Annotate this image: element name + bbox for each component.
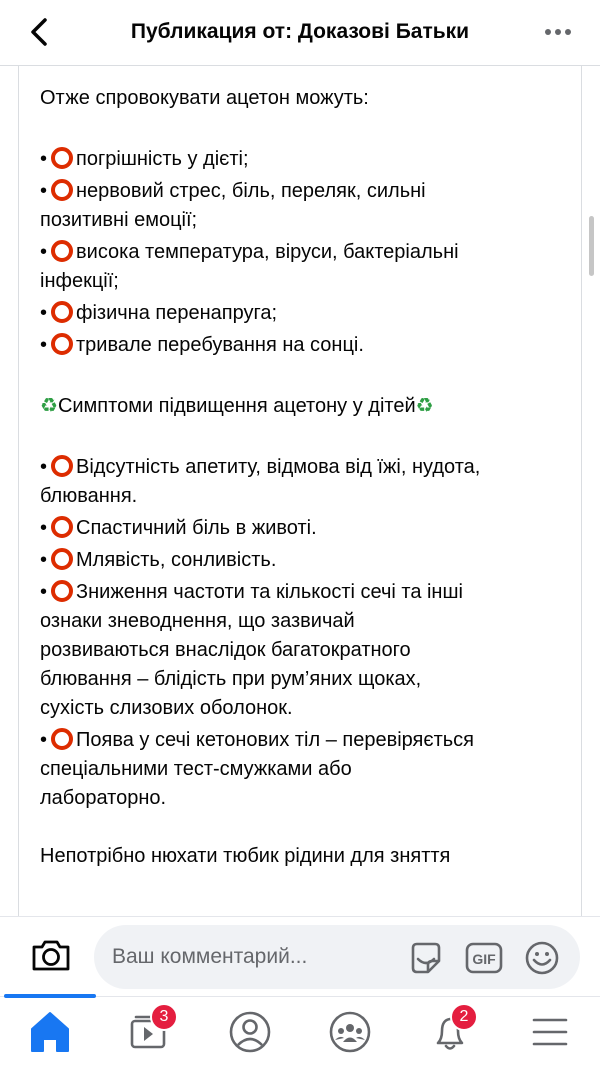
- bottom-navigation: [0, 996, 600, 1066]
- emoji-button[interactable]: [522, 939, 562, 977]
- list-item-text: висока температура, віруси, бактеріальні: [76, 241, 459, 263]
- list-item: [40, 238, 565, 296]
- list-item: [40, 145, 565, 174]
- list-item-text: розвиваються внаслідок багатократного: [40, 639, 411, 661]
- red-circle-icon: [51, 548, 73, 570]
- red-circle-icon: [51, 301, 73, 323]
- list-item: [40, 453, 565, 511]
- list-item-text: Млявість, сонливість.: [76, 549, 277, 571]
- menu-icon: [520, 1007, 580, 1057]
- red-circle-icon: [51, 147, 73, 169]
- bullet: •: [40, 456, 48, 478]
- list-item: [40, 546, 565, 575]
- bullet: •: [40, 302, 48, 324]
- red-circle-icon: [51, 455, 73, 477]
- red-circle-icon: [51, 580, 73, 602]
- list-item-text: Відсутність апетиту, відмова від їжі, нудота,: [76, 456, 481, 478]
- active-tab-indicator: [4, 994, 96, 998]
- tab-profile[interactable]: [220, 1007, 280, 1057]
- more-options-button[interactable]: [538, 18, 578, 46]
- recycle-icon: ♻: [415, 395, 434, 417]
- scrollbar[interactable]: [589, 216, 594, 276]
- list-item-text: погрішність у дієті;: [76, 148, 249, 170]
- camera-icon: [30, 936, 72, 974]
- list-item: [40, 177, 565, 235]
- list-item-text: ознаки зневоднення, що зазвичай: [40, 610, 355, 632]
- bullet: •: [40, 334, 48, 356]
- list-item-text: спеціальними тест-смужками або: [40, 758, 352, 780]
- tab-video[interactable]: [120, 1007, 180, 1057]
- list-item-text: блювання – блідість при рум’яних щоках,: [40, 668, 422, 690]
- list-item-text: Спастичний біль в животі.: [76, 517, 317, 539]
- more-dots-icon: [538, 18, 578, 46]
- notifications-badge: 2: [450, 1003, 478, 1031]
- list-item: [40, 299, 565, 328]
- back-arrow-icon: [22, 14, 58, 50]
- recycle-icon: ♻: [40, 395, 58, 417]
- bullet: •: [40, 148, 48, 170]
- bullet: •: [40, 241, 48, 263]
- red-circle-icon: [51, 728, 73, 750]
- red-circle-icon: [51, 516, 73, 538]
- list-item: [40, 331, 565, 360]
- profile-icon: [220, 1007, 280, 1057]
- list-item-text: блювання.: [40, 485, 138, 507]
- sticker-icon: [406, 939, 446, 977]
- bullet: •: [40, 517, 48, 539]
- tab-home[interactable]: [20, 1007, 80, 1057]
- back-button[interactable]: [22, 14, 58, 50]
- symptoms-heading: [40, 392, 565, 421]
- list-item-text: фізична перенапруга;: [76, 302, 278, 324]
- tab-notifications[interactable]: [420, 1007, 480, 1057]
- comment-bar: [0, 916, 600, 996]
- tab-menu[interactable]: [520, 1007, 580, 1057]
- symptoms-heading-text: Симптоми підвищення ацетону у дітей: [57, 395, 416, 417]
- bullet: •: [40, 729, 48, 751]
- bullet: •: [40, 180, 48, 202]
- page-title: Публикация от: Доказові Батьки: [130, 20, 470, 43]
- list-item-text: тривале перебування на сонці.: [76, 334, 364, 356]
- tab-groups[interactable]: [320, 1007, 380, 1057]
- comment-field[interactable]: [94, 925, 580, 989]
- smiley-icon: [522, 939, 562, 977]
- sticker-button[interactable]: [406, 939, 446, 977]
- gif-icon: [464, 939, 504, 977]
- red-circle-icon: [51, 240, 73, 262]
- list-item-text: нервовий стрес, біль, переляк, сильні: [76, 180, 426, 202]
- list-item-text: лабораторно.: [40, 787, 167, 809]
- list-item-text: позитивні емоції;: [40, 209, 198, 231]
- video-badge: 3: [150, 1003, 178, 1031]
- post-card: [18, 66, 582, 916]
- list-item-text: Поява у сечі кетонових тіл – перевіряється: [76, 729, 474, 751]
- groups-icon: [320, 1007, 380, 1057]
- list-item: [40, 726, 565, 813]
- top-bar: [0, 0, 600, 66]
- post-cut-line: Непотрібно нюхати тюбик рідини для зняття: [40, 845, 451, 867]
- list-item-text: сухість слизових оболонок.: [40, 697, 293, 719]
- list-item-text: Зниження частоти та кількості сечі та інші: [76, 581, 463, 603]
- comment-input[interactable]: [112, 937, 402, 977]
- post-intro: Отже спровокувати ацетон можуть:: [40, 87, 369, 109]
- post-text: [40, 84, 565, 871]
- home-icon: [20, 1007, 80, 1057]
- svg-text:GIF: GIF: [472, 951, 496, 967]
- gif-button[interactable]: [464, 939, 504, 977]
- list-item-text: інфекції;: [40, 270, 119, 292]
- bullet: •: [40, 581, 48, 603]
- red-circle-icon: [51, 333, 73, 355]
- list-item: [40, 578, 565, 723]
- camera-button[interactable]: [30, 936, 72, 974]
- list-item: [40, 514, 565, 543]
- red-circle-icon: [51, 179, 73, 201]
- bullet: •: [40, 549, 48, 571]
